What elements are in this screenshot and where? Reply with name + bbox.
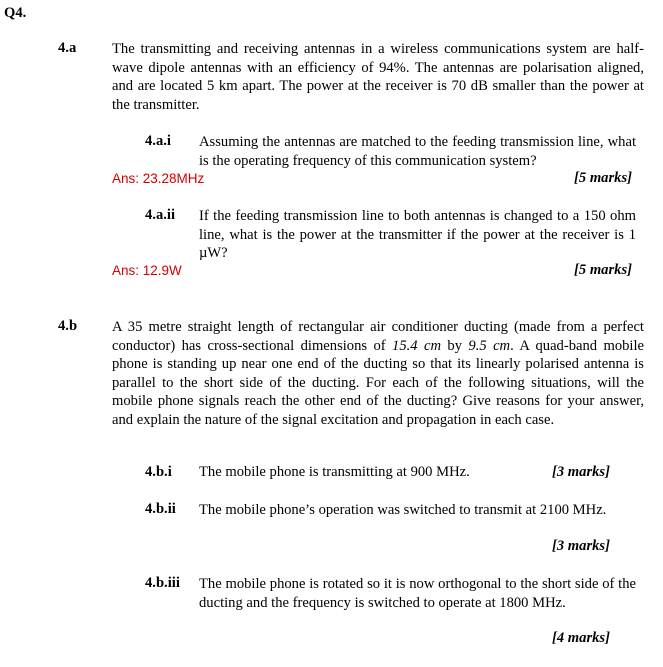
part-b-ii-text: The mobile phone’s operation was switched to transmit at 2100 MHz.: [199, 502, 607, 518]
part-a-ii-label: 4.a.ii: [145, 207, 175, 223]
part-b-ii-label: 4.b.ii: [145, 501, 176, 517]
part-a-i-answer: Ans: 23.28MHz: [112, 171, 205, 186]
part-a-ii-text: If the feeding transmission line to both antennas is changed to a 150 ohm line, what is the power at the transmitter if the power at the receiver is 1 µW?: [199, 208, 636, 262]
part-b-ii-marks: [3 marks]: [552, 538, 610, 554]
part-b-label: 4.b: [58, 318, 78, 334]
part-b-i-text: The mobile phone is transmitting at 900 MHz.: [199, 464, 470, 480]
question-heading: Q4.: [4, 5, 27, 21]
part-a-ii-marks: [5 marks]: [574, 262, 632, 278]
part-a-label: 4.a: [58, 40, 77, 56]
part-b-dim-1: 15.4 cm: [392, 337, 442, 354]
part-b-iii-marks: [4 marks]: [552, 630, 610, 646]
part-b-dim-2: 9.5 cm: [468, 337, 511, 354]
part-a-text: The transmitting and receiving antennas in a wireless communications system are half-wave dipole antennas with an efficiency of 94%. The antennas are polarisation aligned, and are located 5 km apart. The power at the receiver is 70 dB smaller than the power at the transmitter.: [112, 41, 644, 113]
part-b-text-1: A 35 metre straight length of rectangular air conditioner ducting (made from a perfect conductor) has cross-sectional dimensions of: [112, 319, 644, 354]
part-b-text: [112, 318, 644, 430]
part-b-text-2: . A quad-band mobile phone is standing up near one end of the ducting so that its linearly polarised antenna is parallel to the short side of the ducting. For each of the following situations, will the mobile phone signals reach the other end of the ducting? Give reasons for your answer, and explain the nature of the signal excitation and propagation in each case.: [112, 337, 645, 428]
part-b-iii-text: The mobile phone is rotated so it is now orthogonal to the short side of the ducting and the frequency is switched to operate at 1800 MHz.: [199, 576, 636, 611]
part-b-iii-label: 4.b.iii: [145, 575, 180, 591]
part-a-ii-answer: Ans: 12.9W: [112, 263, 182, 278]
part-a-i-text: Assuming the antennas are matched to the feeding transmission line, what is the operating frequency of this communication system?: [199, 134, 636, 169]
part-b-text-by: by: [441, 337, 469, 354]
part-b-i-label: 4.b.i: [145, 464, 172, 480]
part-a-i-label: 4.a.i: [145, 133, 171, 149]
part-a-i-marks: [5 marks]: [574, 170, 632, 186]
part-b-i-marks: [3 marks]: [552, 464, 610, 480]
